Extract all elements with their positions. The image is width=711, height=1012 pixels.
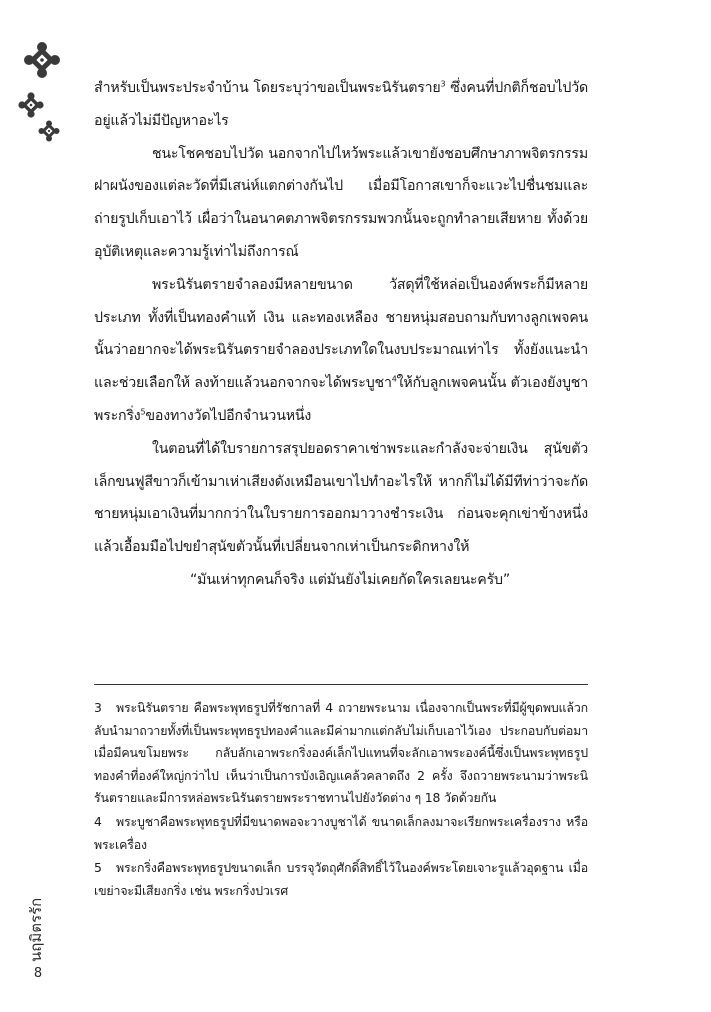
- paragraph-text: ให้กับลูกเพจคนนั้น ตัวเองยังบูชาพระกริ่ง: [94, 375, 588, 424]
- paragraph: [94, 72, 588, 138]
- footnote-number: 5: [94, 860, 102, 876]
- body-text: [94, 72, 588, 597]
- footnotes: [94, 697, 588, 903]
- footnote-ref: 3: [440, 79, 446, 89]
- footnote-text: พระกริ่งคือพระพุทธรูปขนาดเล็ก บรรจุวัตถุศักดิ์สิทธิ์ไว้ในองค์พระโดยเจาะรูแล้วอุดฐาน เมื่อเขย่าจะมีเสียงกริ่ง เช่น พระกริ่งปวเรศ: [94, 860, 588, 898]
- diamond-flower-icon: [22, 40, 62, 80]
- running-head: นฤมิตรรัก: [27, 897, 45, 962]
- paragraph-text: ซึ่งคนที่ปกติก็ชอบไปวัดอยู่แล้วไม่มีปัญหาอะไร: [94, 80, 588, 129]
- paragraph: ในตอนที่ได้ใบรายการสรุปยอดราคาเช่าพระและกำลังจะจ่ายเงิน สุนัขตัวเล็กขนฟูสีขาวก็เข้ามาเห่าเสียงดังเหมือนเขาไปทำอะไรให้ หากก็ไม่ได้มีทีท่าว่าจะกัด ชายหนุ่มเอาเงินที่มากกว่าในใบรายการออกมาวางชำระเงิน ก่อนจะคุกเข่าข้างหนึ่งแล้วเอื้อมมือไปขยำสุนัขตัวนั้นที่เปลี่ยนจากเห่าเป็นกระดิกหางให้: [94, 440, 588, 556]
- footnote: [94, 697, 588, 810]
- footnote-ref: 4: [391, 374, 397, 384]
- footnote-number: 4: [94, 813, 102, 829]
- paragraph: [94, 269, 588, 433]
- footnote-divider: [94, 684, 588, 685]
- diamond-flower-icon: [37, 119, 61, 143]
- paragraph-text: สำหรับเป็นพระประจำบ้าน โดยระบุว่าขอเป็นพระนิรันตราย: [94, 80, 441, 96]
- footnote-ref: 5: [140, 407, 146, 417]
- page-number: 8: [33, 966, 43, 981]
- footnote: [94, 857, 588, 902]
- footnote-number: 3: [94, 700, 102, 715]
- footnote: [94, 811, 588, 856]
- paragraph-text: ของทางวัดไปอีกจำนวนหนึ่ง: [145, 407, 312, 424]
- diamond-flower-icon: [17, 91, 45, 119]
- paragraph-text: พระนิรันตรายจำลองมีหลายขนาด วัสดุที่ใช้หล่อเป็นองค์พระก็มีหลายประเภท ทั้งที่เป็นทองคำแท้ เงิน และทองเหลือง ชายหนุ่มสอบถามกับทางลูกเพจคนนั้นว่าอยากจะได้พระนิรันตรายจำลองประเภทใดในงบประมาณเท่าไร ทั้งยังแนะนำและช่วยเลือกให้ ลงท้ายแล้วนอกจากจะได้พระบูชา: [94, 276, 588, 392]
- footnote-text: พระนิรันตราย คือพระพุทธรูปที่รัชกาลที่ 4 ถวายพระนาม เนื่องจากเป็นพระที่มีผู้ขุดพบแล้วกลับนำมาถวายทั้งที่เป็นพระพุทธรูปทองคำและมีค่ามากแต่กลับไม่เก็บเอาไว้เอง ประกอบกับต่อมาเมื่อมีคนขโมยพระ กลับลักเอาพระกริ่งองค์เล็กไปแทนที่จะลักเอาพระองค์นี้ซึ่งเป็นพระพุทธรูปทองคำที่องค์ใหญ่กว่าไป เห็นว่าเป็นการบังเอิญแคล้วคลาดถึง 2 ครั้ง จึงถวายพระนามว่าพระนิรันตรายและมีการหล่อพระนิรันตรายพระราชทานไปยังวัดต่าง ๆ 18 วัดด้วยกัน: [94, 700, 588, 806]
- paragraph: ชนะโชคชอบไปวัด นอกจากไปไหว้พระแล้วเขายังชอบศึกษาภาพจิตรกรรมฝาผนังของแต่ละวัดที่มีเสน่ห์แตกต่างกันไป เมื่อมีโอกาสเขาก็จะแวะไปชื่นชมและถ่ายรูปเก็บเอาไว้ เผื่อว่าในอนาคตภาพจิตรกรรมพวกนั้นจะถูกทำลายเสียหาย ทั้งด้วยอุบัติเหตุและความรู้เท่าไม่ถึงการณ์: [94, 145, 588, 260]
- dialogue-quote: “มันเห่าทุกคนก็จริง แต่มันยังไม่เคยกัดใครเลยนะครับ”: [190, 571, 510, 588]
- footnote-text: พระบูชาคือพระพุทธรูปที่มีขนาดพอจะวางบูชาได้ ขนาดเล็กลงมาจะเรียกพระเครื่องราง หรือพระเครื่อง: [94, 813, 588, 852]
